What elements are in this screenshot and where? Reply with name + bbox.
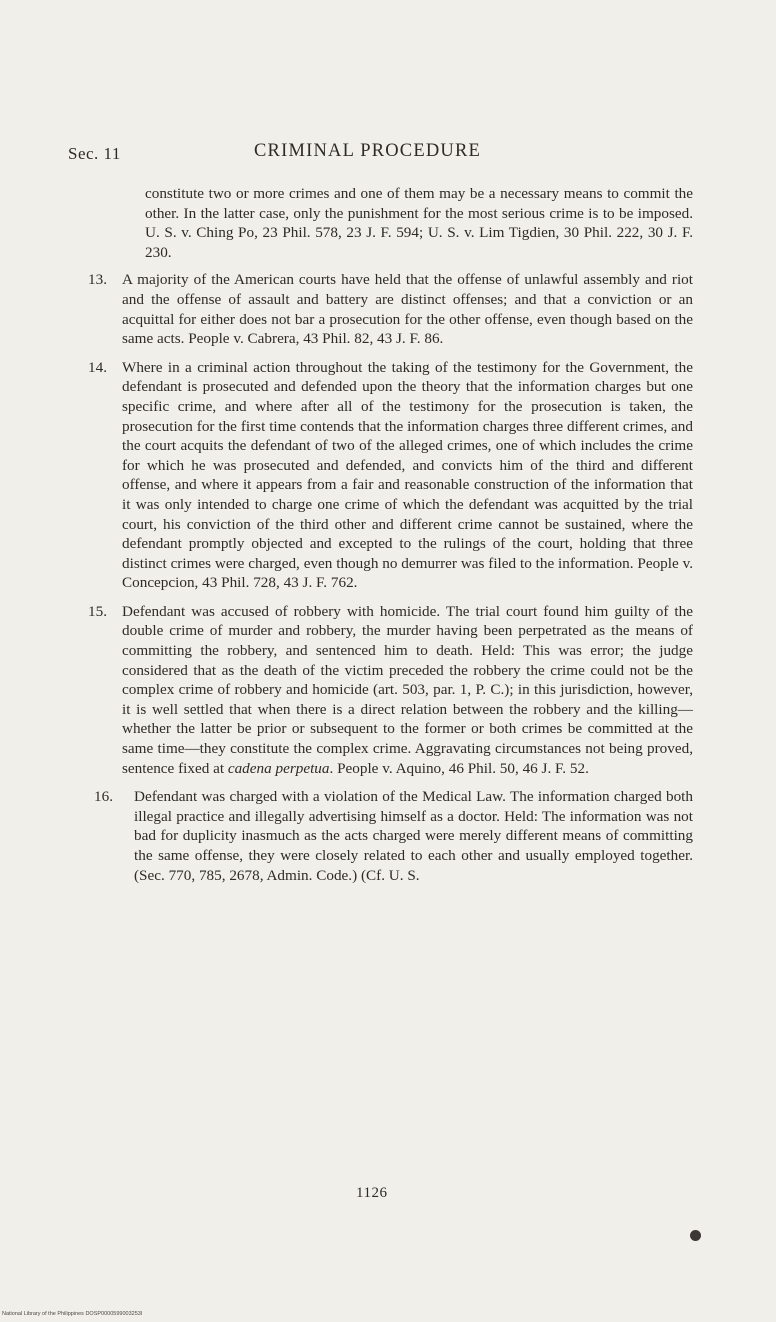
entry-number: 15. [88,602,107,620]
page-number: 1126 [356,1185,388,1201]
entry-13 [88,270,693,348]
entry-number: 14. [88,358,107,376]
entry-15 [88,602,693,778]
entry-text-part: Defendant was accused of robbery with homicide. The trial court found him guilty of the double crime of murder and robbery, the murder having been perpetrated as the means of committing the robbery, and sentenced him to death. Held: This was error; the judge considered that as the death of the victim preceded the robbery the crime could not be the complex crime of robbery and homicide (art. 503, par. 1, P. C.); in this jurisdiction, however, it is well settled that when there is a direct relation between the robbery and the killing—whether the latter be prior or subsequent to the former or both crimes be committed at the same time—they constitute the complex crime. Aggravating circumstances not being proved, sentence fixed at [122,602,693,777]
running-title: CRIMINAL PROCEDURE [254,141,481,161]
continued-paragraph: constitute two or more crimes and one of them may be a necessary means to commit the other. In the latter case, only the punishment for the most serious crime is to be imposed. U. S. v. Ching Po, 23 Phil. 578, 23 J. F. 594; U. S. v. Lim Tigdien, 30 Phil. 222, 30 J. F. 230. [145,185,693,261]
italic-term: cadena perpetua [227,759,330,777]
entry-number: 16. [94,788,113,806]
entry-text: Where in a criminal action throughout the taking of the testimony for the Government, the defendant is prosecuted and defended upon the theory that the information charges but one specific crime, and where after all of the testimony for the prosecution is taken, the prosecution for the first time contends that the information charges three different crimes, and the court acquits the defendant of two of the alleged crimes, one of which includes the crime for which he was prosecuted and defended, and convicts him of the third and different offense, and where it appears from a fair and reasonable construction of the information that it was only intended to charge one crime of which the defendant was acquitted by the trial court, his conviction of the third other and different crime cannot be sustained, where the defendant promptly objected and excepted to the rulings of the court, holding that three distinct crimes were charged, even though no demurrer was filed to the information. People v. Concepcion, 43 Phil. 728, 43 J. F. 762. [122,358,693,592]
footer-credit: National Library of the Philippines DOSP0000599003253I [2,1311,143,1317]
entry-text: A majority of the American courts have held that the offense of unlawful assembly and riot and the offense of assault and battery are distinct offenses; and that a conviction or an acquittal for either does not bar a prosecution for the other offense, even though based on the same acts. People v. Cabrera, 43 Phil. 82, 43 J. F. 86. [122,271,693,348]
body-text [88,184,693,894]
entry-14 [88,358,693,593]
entry-number: 13. [88,271,107,289]
ink-speck [690,1230,701,1241]
entry-text [122,602,693,778]
entry-text: Defendant was charged with a violation of the Medical Law. The information charged both illegal practice and illegally advertising himself as a doctor. Held: The information was not bad for duplicity inasmuch as the acts charged were merely different means of committing the same offense, they were closely related to each other and usually employed together. (Sec. 770, 785, 2678, Admin. Code.) (Cf. U. S. [134,788,693,884]
running-header [0,141,776,167]
section-label: Sec. 11 [68,144,121,163]
entry-text-part: . People v. Aquino, 46 Phil. 50, 46 J. F. 52. [329,759,589,777]
entry-16 [88,787,693,885]
